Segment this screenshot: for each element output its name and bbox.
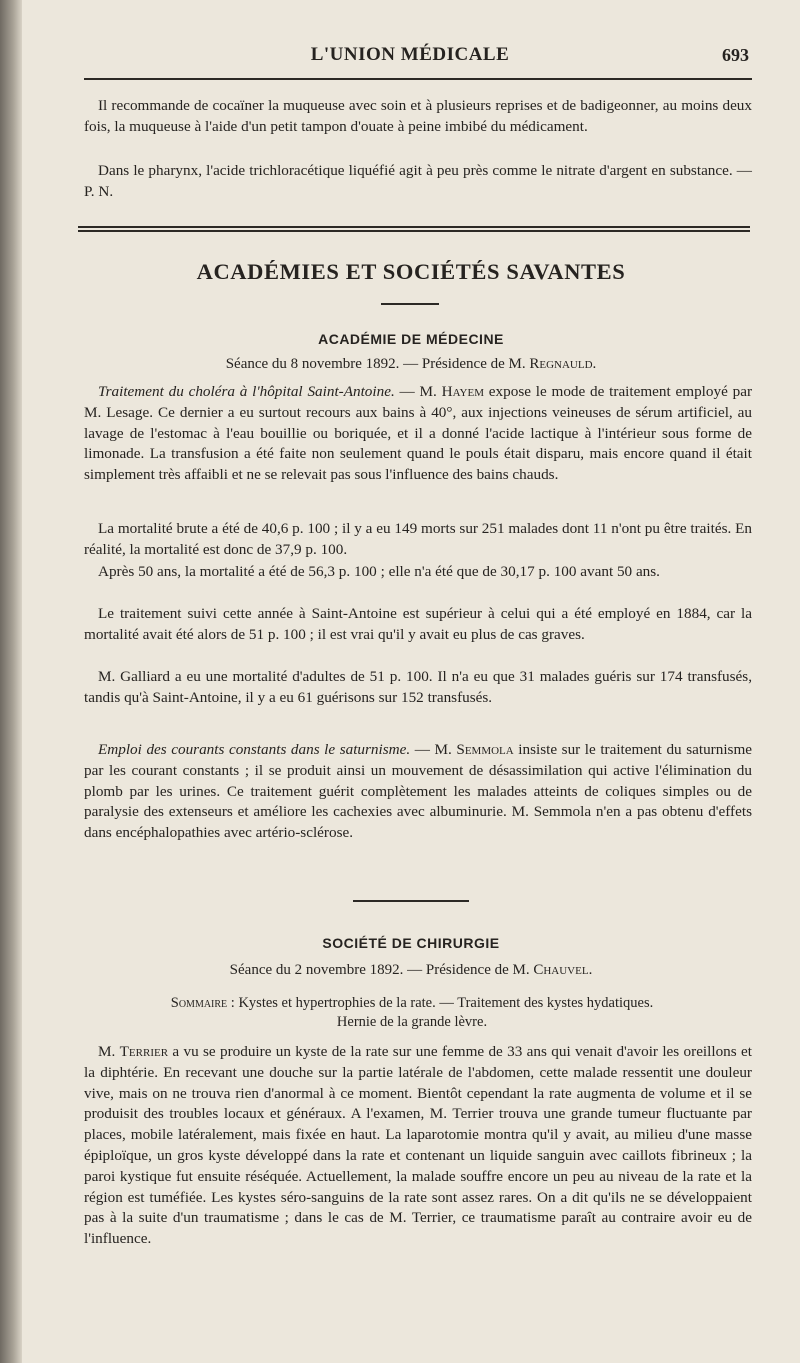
chirurgie-president: Chauvel. xyxy=(533,962,593,978)
cholera-heading: Traitement du choléra à l'hôpital Saint-Antoine. xyxy=(98,383,395,400)
terrier-paragraph xyxy=(84,1042,752,1250)
cholera-body: expose le mode de traitement employé par M. Lesage. Ce dernier a eu surtout recours aux bains à 40°, aux injections veineuses de sérum artificiel, au lavage de l'estomac à l'eau bouillie ou boriquée, et il a donné l'acide lactique à l'intérieur sous forme de limonade. La transfusion a été faite non seulement quand le pouls était disparu, mais encore quand il était simplement très affaibli et ne se relevait pas sous l'influence des bains chauds. xyxy=(84,383,752,484)
academie-seance-text: Séance du 8 novembre 1892. — Présidence de M. xyxy=(225,356,530,372)
academie-president: Regnauld. xyxy=(529,356,597,372)
book-spine-shadow xyxy=(0,0,22,1363)
sommaire xyxy=(92,994,732,1032)
saint-antoine-paragraph: Le traitement suivi cette année à Saint-Antoine est supérieur à celui qui a été employé en 1884, car la mortalité avait été alors de 51 p. 100 ; il est vrai qu'il y avait eu plus de cas graves. xyxy=(84,605,752,643)
section-double-rule-top xyxy=(78,226,750,228)
semmola-name: Semmola xyxy=(456,741,514,758)
sommaire-line-2: Hernie de la grande lèvre. xyxy=(336,1014,488,1030)
chirurgie-title: SOCIÉTÉ DE CHIRURGIE xyxy=(322,935,500,951)
terrier-prefix: M. xyxy=(98,1043,120,1060)
age-mortality-paragraph: Après 50 ans, la mortalité a été de 56,3 p. 100 ; elle n'a été que de 30,17 p. 100 avant 50 ans. xyxy=(98,563,660,580)
sommaire-label: Sommaire xyxy=(170,995,228,1011)
academie-seance-line xyxy=(82,356,740,373)
galliard-paragraph: M. Galliard a eu une mortalité d'adultes de 51 p. 100. Il n'a eu que 31 malades guéris sur 174 transfusés, tandis qu'à Saint-Antoine, il y a eu 61 guérisons sur 152 transfusés. xyxy=(84,668,752,706)
intro-paragraph-2: Dans le pharynx, l'acide trichloracétique liquéfié agit à peu près comme le nitrate d'argent en substance. — P. N. xyxy=(84,162,752,200)
saturnisme-dash: — M. xyxy=(410,741,457,758)
sommaire-line-1 xyxy=(92,994,732,1013)
cholera-paragraph xyxy=(84,382,752,486)
section-separator xyxy=(353,900,469,902)
running-header: L'UNION MÉDICALE xyxy=(310,44,510,65)
page-number: 693 xyxy=(722,45,749,65)
saturnisme-body: insiste sur le traitement du saturnisme par les courant constants ; il se produit ainsi un mouvement de désassimilation qui active l'élimination du plomb par les urines. Ce traitement guérit complètement les malades atteints de coliques simples ou de paralysie des extenseurs et améliore les cachexies avec albuminurie. M. Semmola n'en a pas obtenu d'effets dans encéphalopathies avec artério-sclérose. xyxy=(84,741,753,842)
academie-title: ACADÉMIE DE MÉDECINE xyxy=(318,331,504,347)
header-rule xyxy=(84,78,752,80)
hayem-name: Hayem xyxy=(441,383,484,400)
terrier-body: a vu se produire un kyste de la rate sur une femme de 33 ans qui venait d'avoir les oreillons et la diphtérie. En recevant une douche sur la partie latérale de l'abdomen, cette malade ressentit une douleur vive, mais on ne trouva rien d'anormal à ce moment. Bientôt cependant la rate augmenta de volume et il se produisit des troubles locaux et généraux. A l'examen, M. Terrier trouva une grande tumeur fluctuante par places, mobile latéralement, mais fixée en haut. La laparotomie montra qu'il y avait, au milieu d'une masse épiploïque, un gros kyste développé dans la rate et contenant un liquide sanguin avec caillots fibrineux ; la paroi kystique fut ensuite réséquée. Actuellement, la malade souffre encore un peu au niveau de la rate et la région est tuméfiée. Les kystes séro-sanguins de la rate sont assez rares. On a dit qu'ils ne se développaient pas à la suite d'un traumatisme ; dans le cas de M. Terrier, ce traumatisme paraît au contraire avoir eu de l'influence. xyxy=(84,1043,752,1248)
terrier-name: Terrier xyxy=(119,1043,169,1060)
section-double-rule-bottom xyxy=(78,230,750,232)
sommaire-text: : Kystes et hypertrophies de la rate. — Traitement des kystes hydatiques. xyxy=(227,995,654,1011)
saturnisme-paragraph xyxy=(84,740,752,844)
section-title: ACADÉMIES ET SOCIÉTÉS SAVANTES xyxy=(196,259,626,284)
mortality-paragraph: La mortalité brute a été de 40,6 p. 100 ; il y a eu 149 morts sur 251 malades dont 11 n'ont pu être traités. En réalité, la mortalité est donc de 37,9 p. 100. xyxy=(84,520,752,558)
intro-paragraph-1: Il recommande de cocaïner la muqueuse avec soin et à plusieurs reprises et de badigeonner, au moins deux fois, la muqueuse à l'aide d'un petit tampon d'ouate à peine imbibé du médicament. xyxy=(84,97,752,135)
journal-page xyxy=(22,0,800,1363)
chirurgie-seance-line xyxy=(82,962,740,979)
saturnisme-heading: Emploi des courants constants dans le saturnisme. xyxy=(98,741,411,758)
chirurgie-seance-text: Séance du 2 novembre 1892. — Présidence de M. xyxy=(229,962,534,978)
section-title-underline xyxy=(381,303,439,305)
cholera-dash: — M. xyxy=(394,383,442,400)
